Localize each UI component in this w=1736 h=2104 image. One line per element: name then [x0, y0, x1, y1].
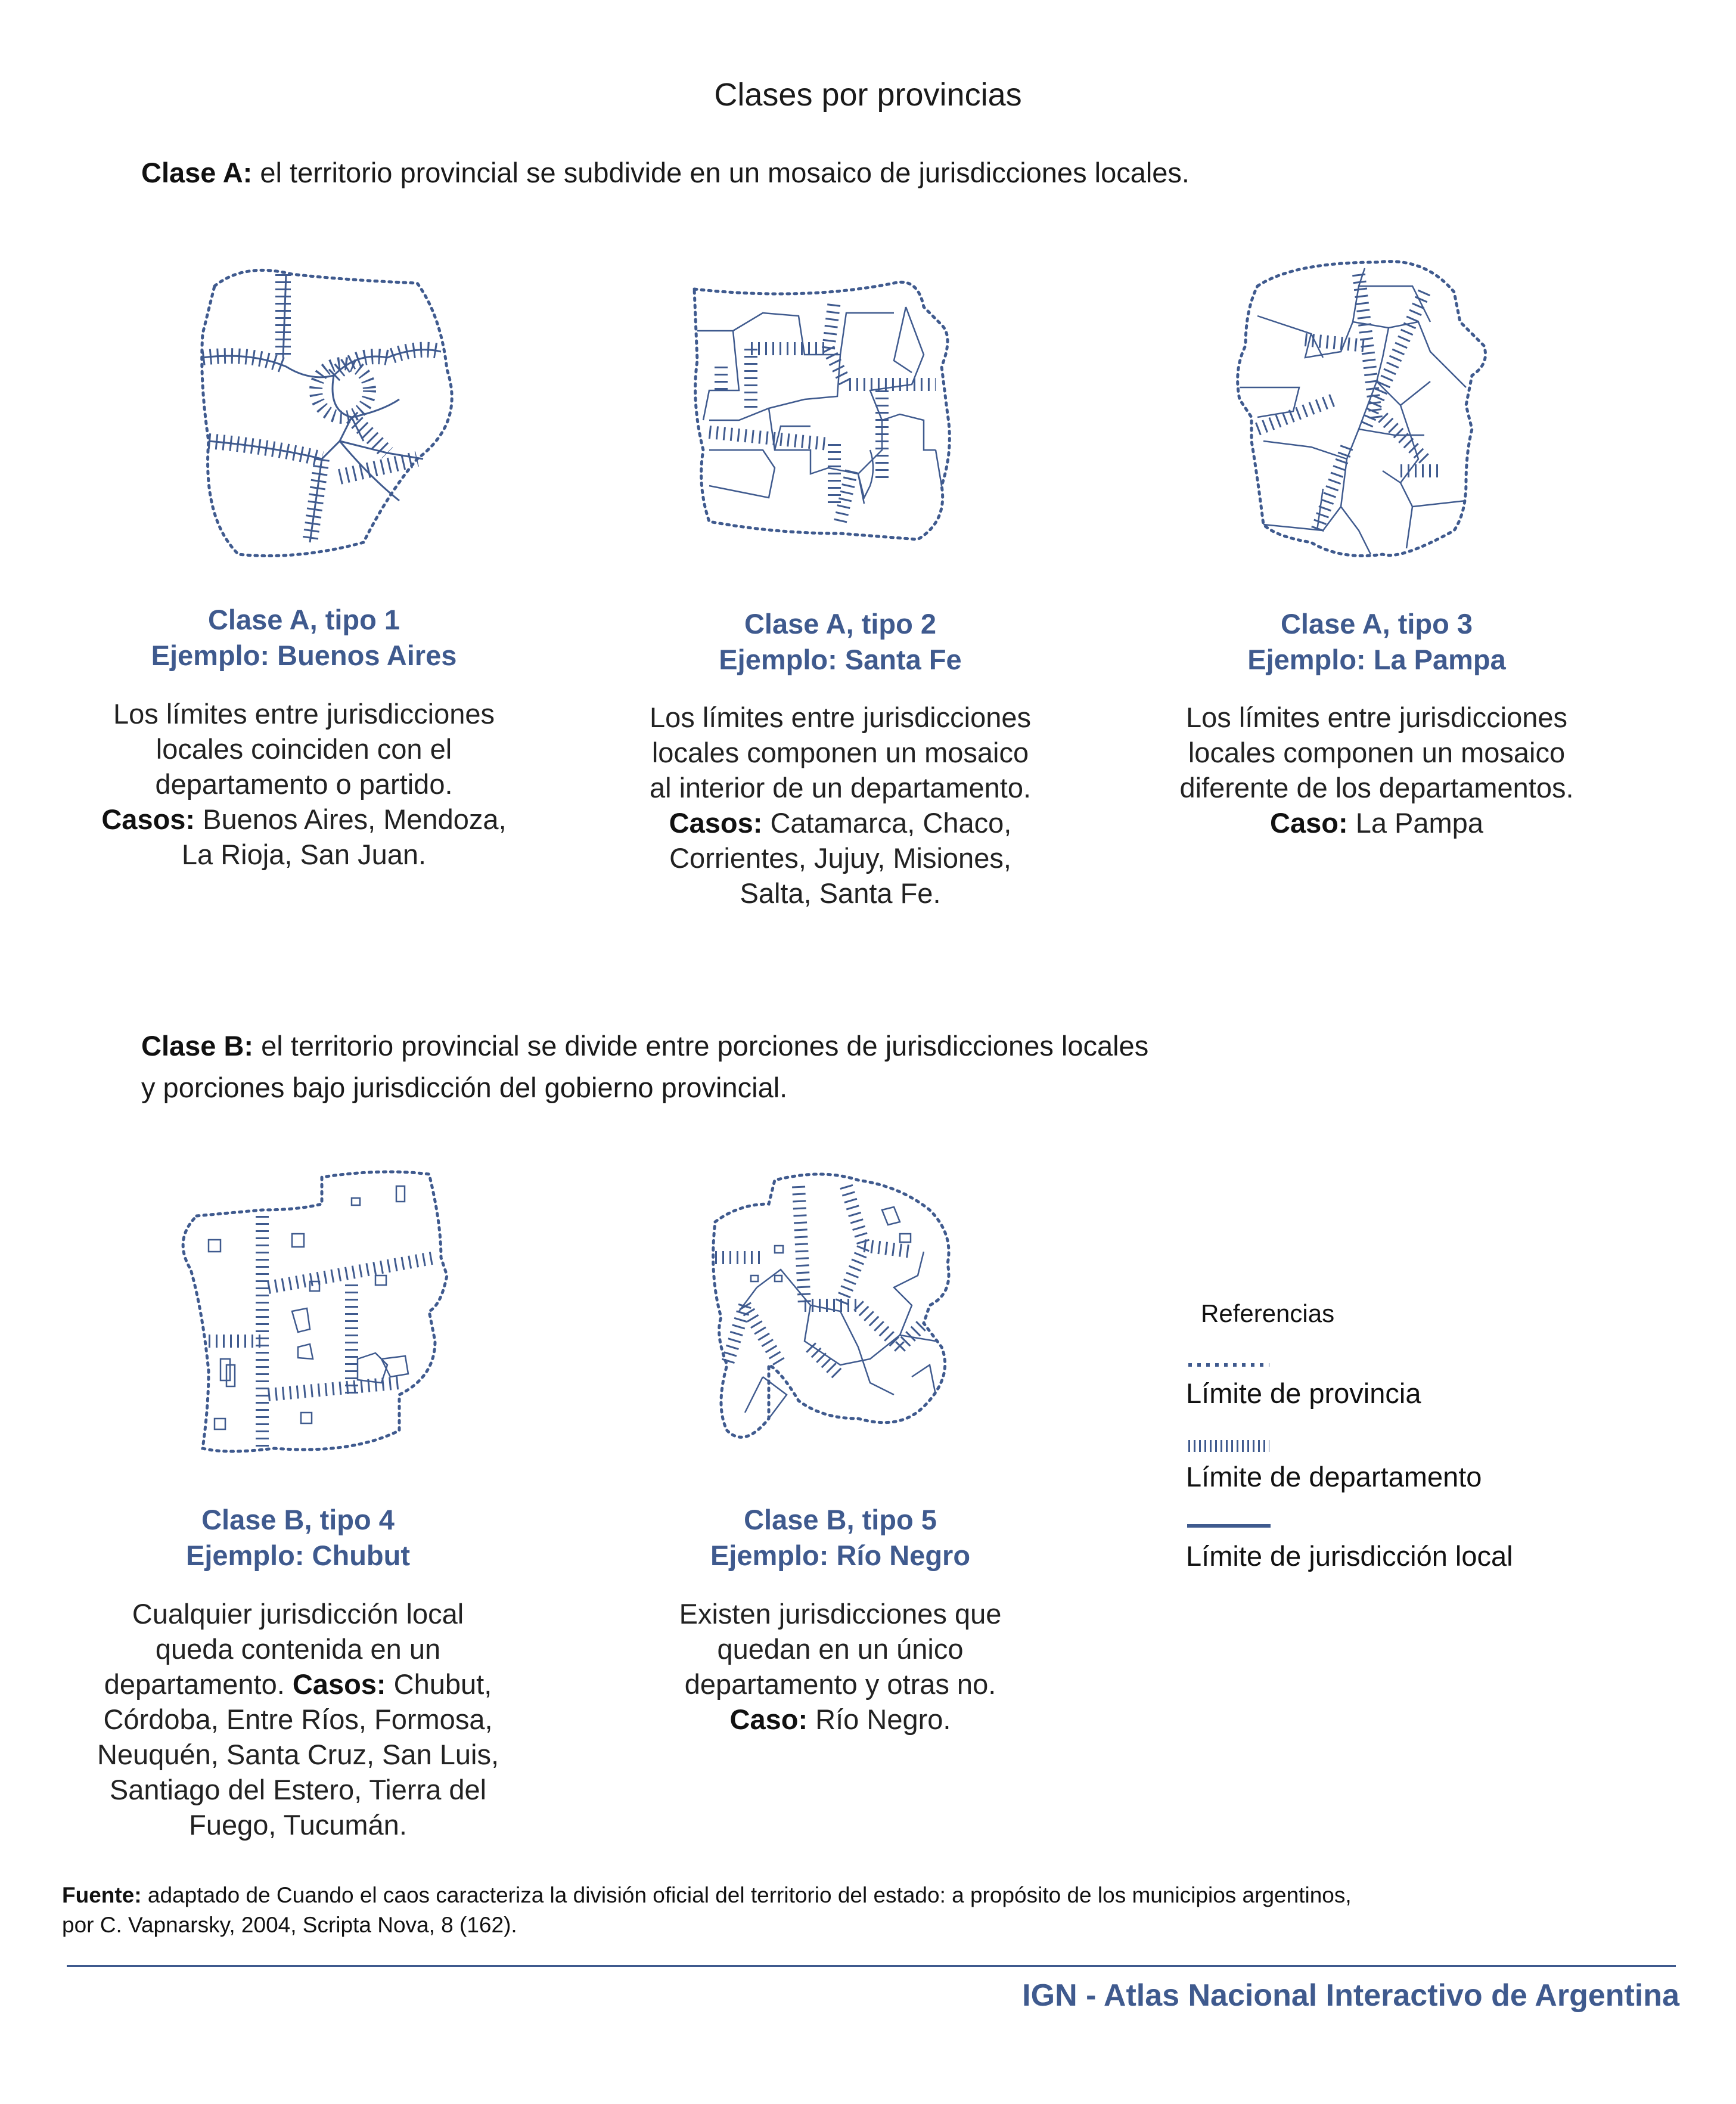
cases-label: Caso: — [729, 1703, 808, 1735]
cases-line — [54, 1667, 542, 1702]
desc-line: locales componen un mosaico — [651, 737, 1029, 768]
cases-text: Chubut, — [386, 1668, 492, 1700]
panel-example: Ejemplo: La Pampa — [1247, 644, 1506, 675]
province-boundary — [183, 1172, 447, 1451]
desc-line: Los límites entre jurisdicciones — [650, 702, 1031, 733]
map-clase-a-tipo-1 — [191, 262, 477, 560]
desc-line: locales componen un mosaico — [1188, 737, 1566, 768]
local-jurisdictions — [209, 1186, 408, 1429]
panel-example: Ejemplo: Santa Fe — [719, 644, 962, 675]
desc-clase-b-tipo-5 — [596, 1596, 1085, 1737]
cases-label: Casos: — [669, 807, 763, 839]
panel-title: Clase A, tipo 1 — [207, 604, 400, 635]
desc-line: La Rioja, San Juan. — [181, 839, 427, 870]
desc-line: Los límites entre jurisdicciones — [113, 698, 495, 730]
class-a-text: el territorio provincial se subdivide en un mosaico de jurisdicciones locales. — [252, 157, 1190, 188]
desc-line: al interior de un departamento. — [649, 772, 1032, 803]
footer-divider — [67, 1965, 1676, 1967]
map-clase-a-tipo-1-svg — [191, 262, 477, 560]
caption-clase-a-tipo-3 — [1186, 606, 1567, 678]
map-clase-a-tipo-2-svg — [685, 271, 995, 551]
cases-text: Catamarca, Chaco, — [762, 807, 1012, 839]
panel-title: Clase A, tipo 2 — [744, 608, 937, 640]
department-boundaries — [209, 1216, 435, 1448]
panel-example: Ejemplo: Río Negro — [710, 1540, 971, 1571]
map-clase-a-tipo-2 — [685, 271, 995, 551]
class-b-text-2: y porciones bajo jurisdicción del gobierno provincial. — [141, 1072, 788, 1103]
map-clase-b-tipo-5 — [703, 1168, 1001, 1466]
map-clase-b-tipo-4-svg — [155, 1168, 465, 1466]
cases-label: Casos: — [101, 803, 195, 835]
cases-line — [1129, 805, 1624, 840]
class-b-description — [141, 1025, 1148, 1109]
page-title: Clases por provincias — [714, 77, 1022, 113]
desc-line: Fuego, Tucumán. — [189, 1809, 407, 1841]
cases-text: La Pampa — [1347, 807, 1483, 839]
map-clase-a-tipo-3-svg — [1222, 250, 1532, 572]
desc-line: departamento o partido. — [155, 768, 453, 800]
cases-line — [596, 1702, 1085, 1737]
panel-title: Clase B, tipo 5 — [744, 1504, 937, 1535]
cases-label: Casos: — [292, 1668, 386, 1700]
desc-line: quedan en un único — [717, 1633, 964, 1665]
legend-label-departamento: Límite de departamento — [1186, 1461, 1482, 1492]
desc-clase-b-tipo-4 — [54, 1596, 542, 1842]
cases-text: Buenos Aires, Mendoza, — [195, 803, 507, 835]
class-b-text-1: el territorio provincial se divide entre porciones de jurisdicciones locales — [253, 1030, 1149, 1062]
desc-line: Existen jurisdicciones que — [679, 1598, 1002, 1630]
desc-clase-a-tipo-3 — [1129, 700, 1624, 840]
desc-line: Córdoba, Entre Ríos, Formosa, — [103, 1703, 493, 1735]
desc-line: locales coinciden con el — [156, 733, 452, 765]
footer-credit: IGN - Atlas Nacional Interactivo de Argentina — [1022, 1978, 1679, 2013]
desc-line: Neuquén, Santa Cruz, San Luis, — [97, 1739, 499, 1770]
class-a-label: Clase A: — [141, 157, 253, 188]
desc-line: departamento y otras no. — [684, 1668, 996, 1700]
province-boundary — [713, 1174, 949, 1437]
department-boundaries — [203, 274, 441, 542]
desc-clase-a-tipo-1 — [60, 696, 548, 872]
legend-label-provincia: Límite de provincia — [1186, 1377, 1421, 1409]
panel-title: Clase B, tipo 4 — [201, 1504, 395, 1535]
local-boundaries — [697, 301, 942, 522]
legend-swatch-dotted — [1186, 1359, 1275, 1371]
caption-clase-a-tipo-1 — [119, 602, 489, 674]
legend — [1186, 1299, 1603, 1585]
source-note — [62, 1880, 1683, 1940]
legend-swatch-solid — [1186, 1520, 1275, 1532]
line3-pre: departamento. — [104, 1668, 293, 1700]
caption-clase-a-tipo-2 — [656, 606, 1025, 678]
desc-line: queda contenida en un — [155, 1633, 441, 1665]
desc-line: Salta, Santa Fe. — [740, 877, 941, 909]
legend-label-jurisdiccion: Límite de jurisdicción local — [1186, 1540, 1513, 1572]
map-clase-a-tipo-3 — [1222, 250, 1532, 572]
desc-line: Los límites entre jurisdicciones — [1186, 702, 1567, 733]
desc-line: diferente de los departamentos. — [1179, 772, 1574, 803]
class-a-description — [141, 152, 1190, 194]
local-jurisdictions — [739, 1207, 936, 1419]
province-boundary — [1238, 262, 1486, 556]
desc-clase-a-tipo-2 — [596, 700, 1085, 911]
caption-clase-b-tipo-5 — [656, 1502, 1025, 1574]
source-text: adaptado de Cuando el caos caracteriza la división oficial del territorio del estado: a propósito de los municipios argentinos, — [141, 1883, 1352, 1907]
legend-swatch-hatched — [1186, 1438, 1275, 1454]
caption-clase-b-tipo-4 — [101, 1502, 495, 1574]
legend-title: Referencias — [1201, 1299, 1335, 1327]
department-boundaries — [715, 1186, 924, 1377]
source-text-2: por C. Vapnarsky, 2004, Scripta Nova, 8 (162). — [62, 1913, 517, 1937]
class-b-label: Clase B: — [141, 1030, 254, 1062]
desc-line: Santiago del Estero, Tierra del — [109, 1774, 487, 1805]
map-clase-b-tipo-5-svg — [703, 1168, 1001, 1466]
panel-example: Ejemplo: Chubut — [186, 1540, 410, 1571]
map-clase-b-tipo-4 — [155, 1168, 465, 1466]
panel-title: Clase A, tipo 3 — [1280, 608, 1473, 640]
source-label: Fuente: — [62, 1883, 142, 1907]
panel-example: Ejemplo: Buenos Aires — [151, 640, 457, 671]
cases-text: Río Negro. — [808, 1703, 951, 1735]
desc-line: Corrientes, Jujuy, Misiones, — [669, 842, 1011, 874]
local-boundaries — [1240, 268, 1466, 554]
cases-line — [60, 802, 548, 837]
cases-label: Caso: — [1270, 807, 1348, 839]
cases-line — [596, 805, 1085, 840]
desc-line: Cualquier jurisdicción local — [132, 1598, 464, 1630]
